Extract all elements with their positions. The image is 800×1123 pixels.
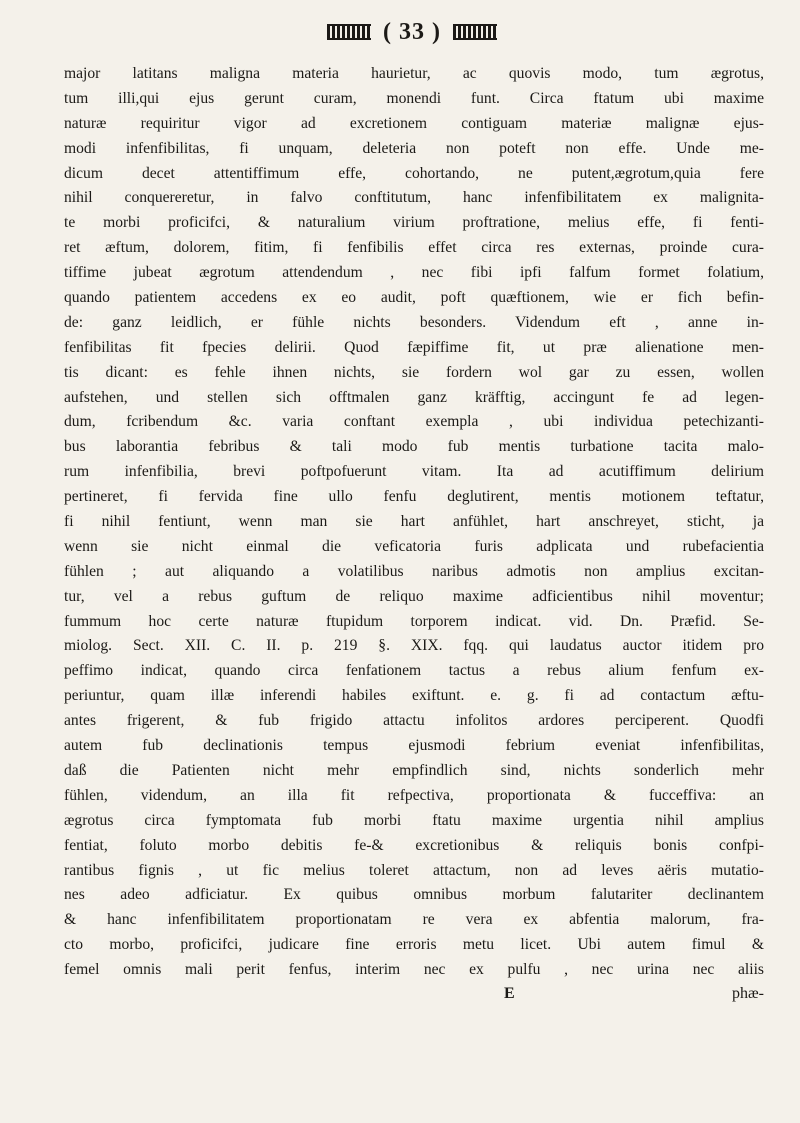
text-line: fi nihil fentiunt, wenn man sie hart anfühlet, hart anschreyet, sticht, ja [64,513,764,531]
text-line: peffimo indicat, quando circa fenfationem tactus a rebus alium fenfum ex- [64,662,764,680]
text-line: miolog. Sect. XII. C. II. p. 219 §. XIX. fqq. qui laudatus auctor itidem pro [64,637,764,655]
text-line: ægrotus circa fymptomata fub morbi ftatu maxime urgentia nihil amplius [64,811,764,829]
text-line: modi infenfibilitas, fi unquam, deleteria non poteft non effe. Unde me- [64,139,764,157]
text-line: major latitans maligna materia haurietur, ac quovis modo, tum ægrotus, [64,65,764,82]
text-line: femel omnis mali perit fenfus, interim nec ex pulfu , nec urina nec aliis [64,961,764,979]
right-ornament-icon [453,24,497,40]
page-footer [64,983,764,1005]
text-line: nes adeo adficiatur. Ex quibus omnibus morbum falutariter declinantem [64,886,764,904]
text-line: de: ganz leidlich, er fühle nichts besonders. Videndum eft , anne in- [64,313,764,331]
text-line: periuntur, quam illæ inferendi habiles exiftunt. e. g. fi ad contactum æftu- [64,687,764,705]
text-line: fummum hoc certe naturæ ftupidum torporem indicat. vid. Dn. Præfid. Se- [64,612,764,630]
text-line: aufstehen, und stellen sich offtmalen ganz kräfftig, accingunt fe ad legen- [64,388,764,406]
text-line: naturæ requiritur vigor ad excretionem contiguam materiæ malignæ ejus- [64,114,764,132]
text-line: tis dicant: es fehle ihnen nichts, sie fordern wol gar zu essen, wollen [64,363,764,381]
text-line: fentiat, foluto morbo debitis fe-& excretionibus & reliquis bonis confpi- [64,836,764,854]
text-line: rantibus fignis , ut fic melius toleret attactum, non ad leves aëris mutatio- [64,861,764,879]
text-line: bus laborantia febribus & tali modo fub mentis turbatione tacita malo- [64,438,764,456]
page-header [64,16,760,48]
body-text [64,62,764,983]
text-line: cto morbo, proficifci, judicare fine erroris metu licet. Ubi autem fimul & [64,936,764,954]
catchword: phæ- [732,984,764,1002]
text-line: pertineret, fi fervida fine ullo fenfu deglutirent, mentis motionem teftatur, [64,488,764,506]
signature-mark: E [504,984,515,1002]
text-line: daß die Patienten nicht mehr empfindlich sind, nichts sonderlich mehr [64,761,764,779]
text-line: te morbi proficifci, & naturalium virium proftratione, melius effe, fi fenti- [64,214,764,232]
text-line: rum infenfibilia, brevi poftpofuerunt vitam. Ita ad acutiffimum delirium [64,463,764,481]
text-line: fühlen ; aut aliquando a volatilibus naribus admotis non amplius excitan- [64,562,764,580]
text-line: fühlen, videndum, an illa fit refpectiva, proportionata & fucceffiva: an [64,786,764,804]
text-line: & hanc infenfibilitatem proportionatam re vera ex abfentia malorum, fra- [64,911,764,929]
text-line: fenfibilitas fit fpecies delirii. Quod fæpiffime fit, ut præ alienatione men- [64,338,764,356]
left-ornament-icon [327,24,371,40]
text-line: ret æftum, dolorem, fitim, fi fenfibilis effet circa res externas, proinde cura- [64,239,764,257]
text-line: autem fub declinationis tempus ejusmodi febrium eveniat infenfibilitas, [64,737,764,755]
text-line: tiffime jubeat ægrotum attendendum , nec fibi ipfi falfum formet folatium, [64,264,764,282]
page-number: ( 33 ) [383,18,441,45]
text-line: dum, fcribendum &c. varia conftant exempla , ubi individua petechizanti- [64,413,764,431]
text-line: dicum decet attentiffimum effe, cohortando, ne putent,ægrotum,quia fere [64,164,764,182]
text-line: quando patientem accedens ex eo audit, poft quæftionem, wie er fich befin- [64,289,764,307]
text-line: wenn sie nicht einmal die veficatoria furis adplicata und rubefacientia [64,537,764,555]
text-line: tum illi,qui ejus gerunt curam, monendi funt. Circa ftatum ubi maxime [64,89,764,107]
text-line: nihil conquereretur, in falvo conftitutum, hanc infenfibilitatem ex malignita- [64,189,764,207]
text-line: tur, vel a rebus guftum de reliquo maxime adficientibus nihil moventur; [64,587,764,605]
text-line: antes frigerent, & fub frigido attactu infolitos ardores perciperent. Quodfi [64,712,764,730]
